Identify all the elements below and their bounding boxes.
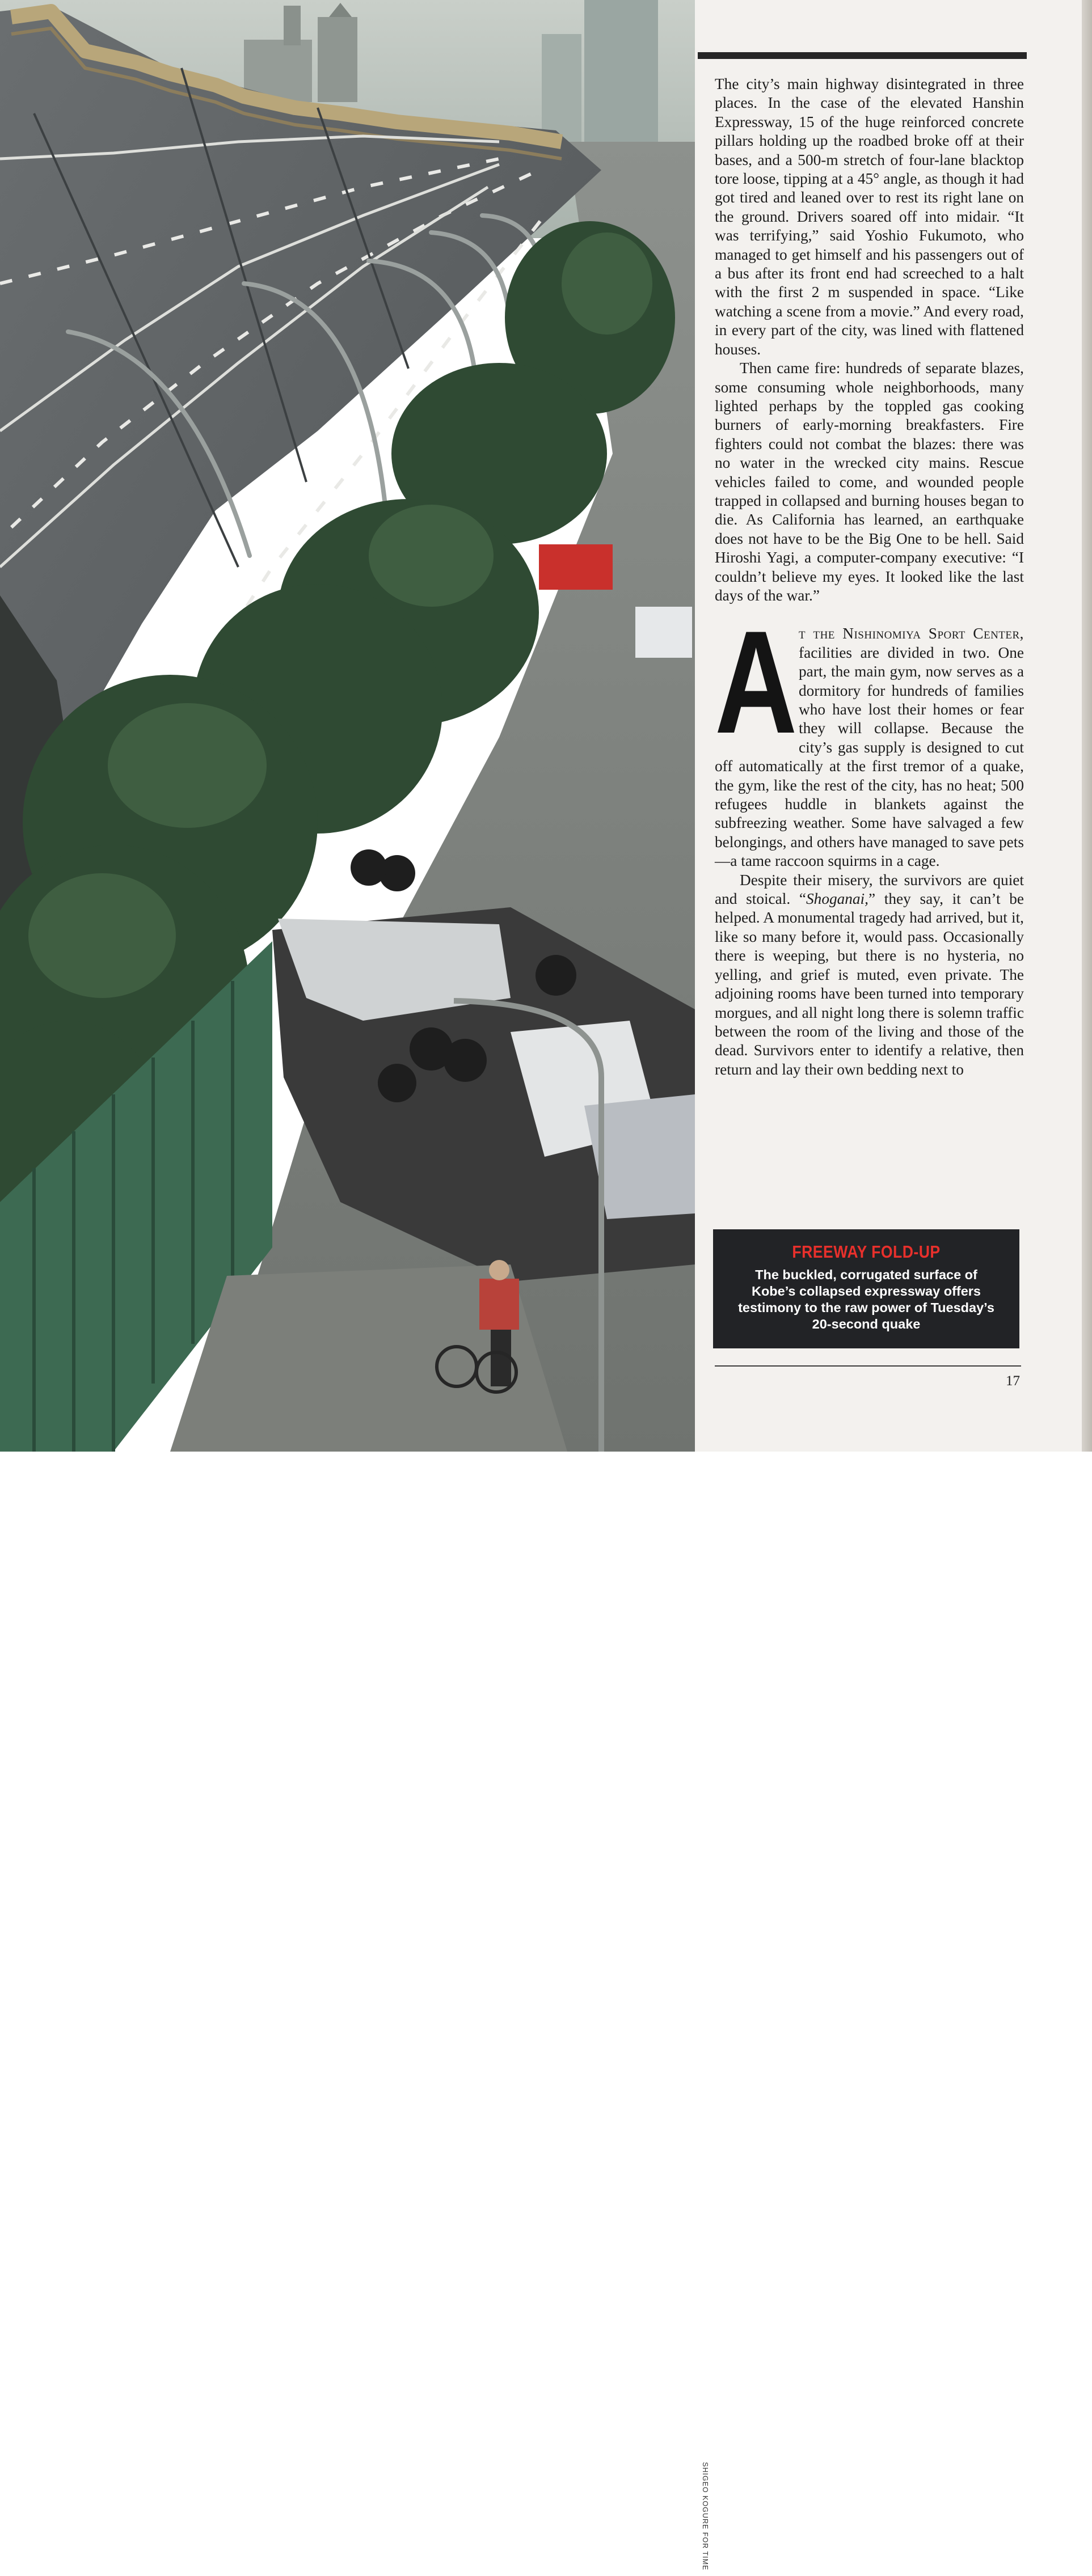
- italic-word: Shoganai,: [806, 890, 868, 908]
- drop-lead: t the Nishinomiya Sport Center,: [799, 625, 1024, 642]
- caption-title: FREEWAY FOLD-UP: [792, 1242, 941, 1262]
- collapsed-expressway-photo: [0, 0, 695, 1452]
- drop-paragraph-text: facilities are divided in two. One part, the main gym, now serves as a dormitory for hundreds of families who have lost their homes or fear they will collapse. Because the city’s gas supply is designed to cut off automatically at the first tremor of a quake, the gym, like the rest of the city, has no heat; 500 refugees huddle in blankets against the subfreezing weather. Some have salvaged a few belongings, and others have managed to save pets—a tame raccoon squirms in a cage.: [715, 644, 1024, 870]
- page-edge: [1082, 0, 1092, 1452]
- article-page: [695, 0, 1092, 2571]
- article-paragraph: [715, 871, 1024, 1079]
- page-number: 17: [1006, 1373, 1020, 1389]
- paragraph-text: ” they say, it can’t be helped. A monumental tragedy had arrived, but it, like so many before it, would pass. Occasionally there is weeping, but there is no hysteria, no yelling, and grief is muted, even private. The adjoining rooms have been turned into temporary morgues, and all night long there is solemn traffic between the room of the living and those of the dead. Survivors enter to identify a relative, then return and lay their own bedding next to: [715, 890, 1024, 1078]
- bottom-rule: [715, 1365, 1021, 1367]
- photo-credit: SHIGEO KOGURE FOR TIME: [701, 2462, 709, 2571]
- article-body: [715, 75, 1024, 1079]
- drop-cap: A: [715, 600, 798, 764]
- caption-text: The buckled, corrugated surface of Kobe’s collapsed expressway offers testimony to the raw power of Tuesday’s 20-second quake: [738, 1267, 994, 1331]
- article-paragraph: Then came fire: hundreds of separate blazes, some consuming whole neighborhoods, many lighted perhaps by the toppled gas cooking burners of early-morning breakfasters. Fire fighters could not combat the blazes: there was no water in the wrecked city mains. Rescue vehicles failed to come, and wounded people trapped in collapsed and burning houses began to die. As California has learned, an earthquake does not have to be the Big One to be hell. Said Hiroshi Yagi, a computer-company executive: “I couldn’t believe my eyes. It looked like the last days of the war.”: [715, 359, 1024, 604]
- paragraph-text: Despite their misery, the survivors are quiet and stoical. “: [715, 871, 1024, 908]
- article-paragraph: The city’s main highway disintegrated in three places. In the case of the elevated Hanshin Expressway, 15 of the huge reinforced concrete pillars holding up the roadbed broke off at their bases, and a 500-m stretch of four-lane blacktop tore loose, tipping at a 45° angle, as though it had got tired and leaned over to rest its right lane on the ground. Drivers soared off into midair. “It was terrifying,” said Yoshio Fukumoto, who managed to get himself and his passengers out of a bus after its front end had screeched to a halt with the first 2 m suspended in space. “Like watching a scene from a movie.” And every road, in every part of the city, was lined with flattened houses.: [715, 75, 1024, 358]
- article-paragraph-dropcap: [715, 600, 1024, 870]
- top-rule: [698, 52, 1027, 59]
